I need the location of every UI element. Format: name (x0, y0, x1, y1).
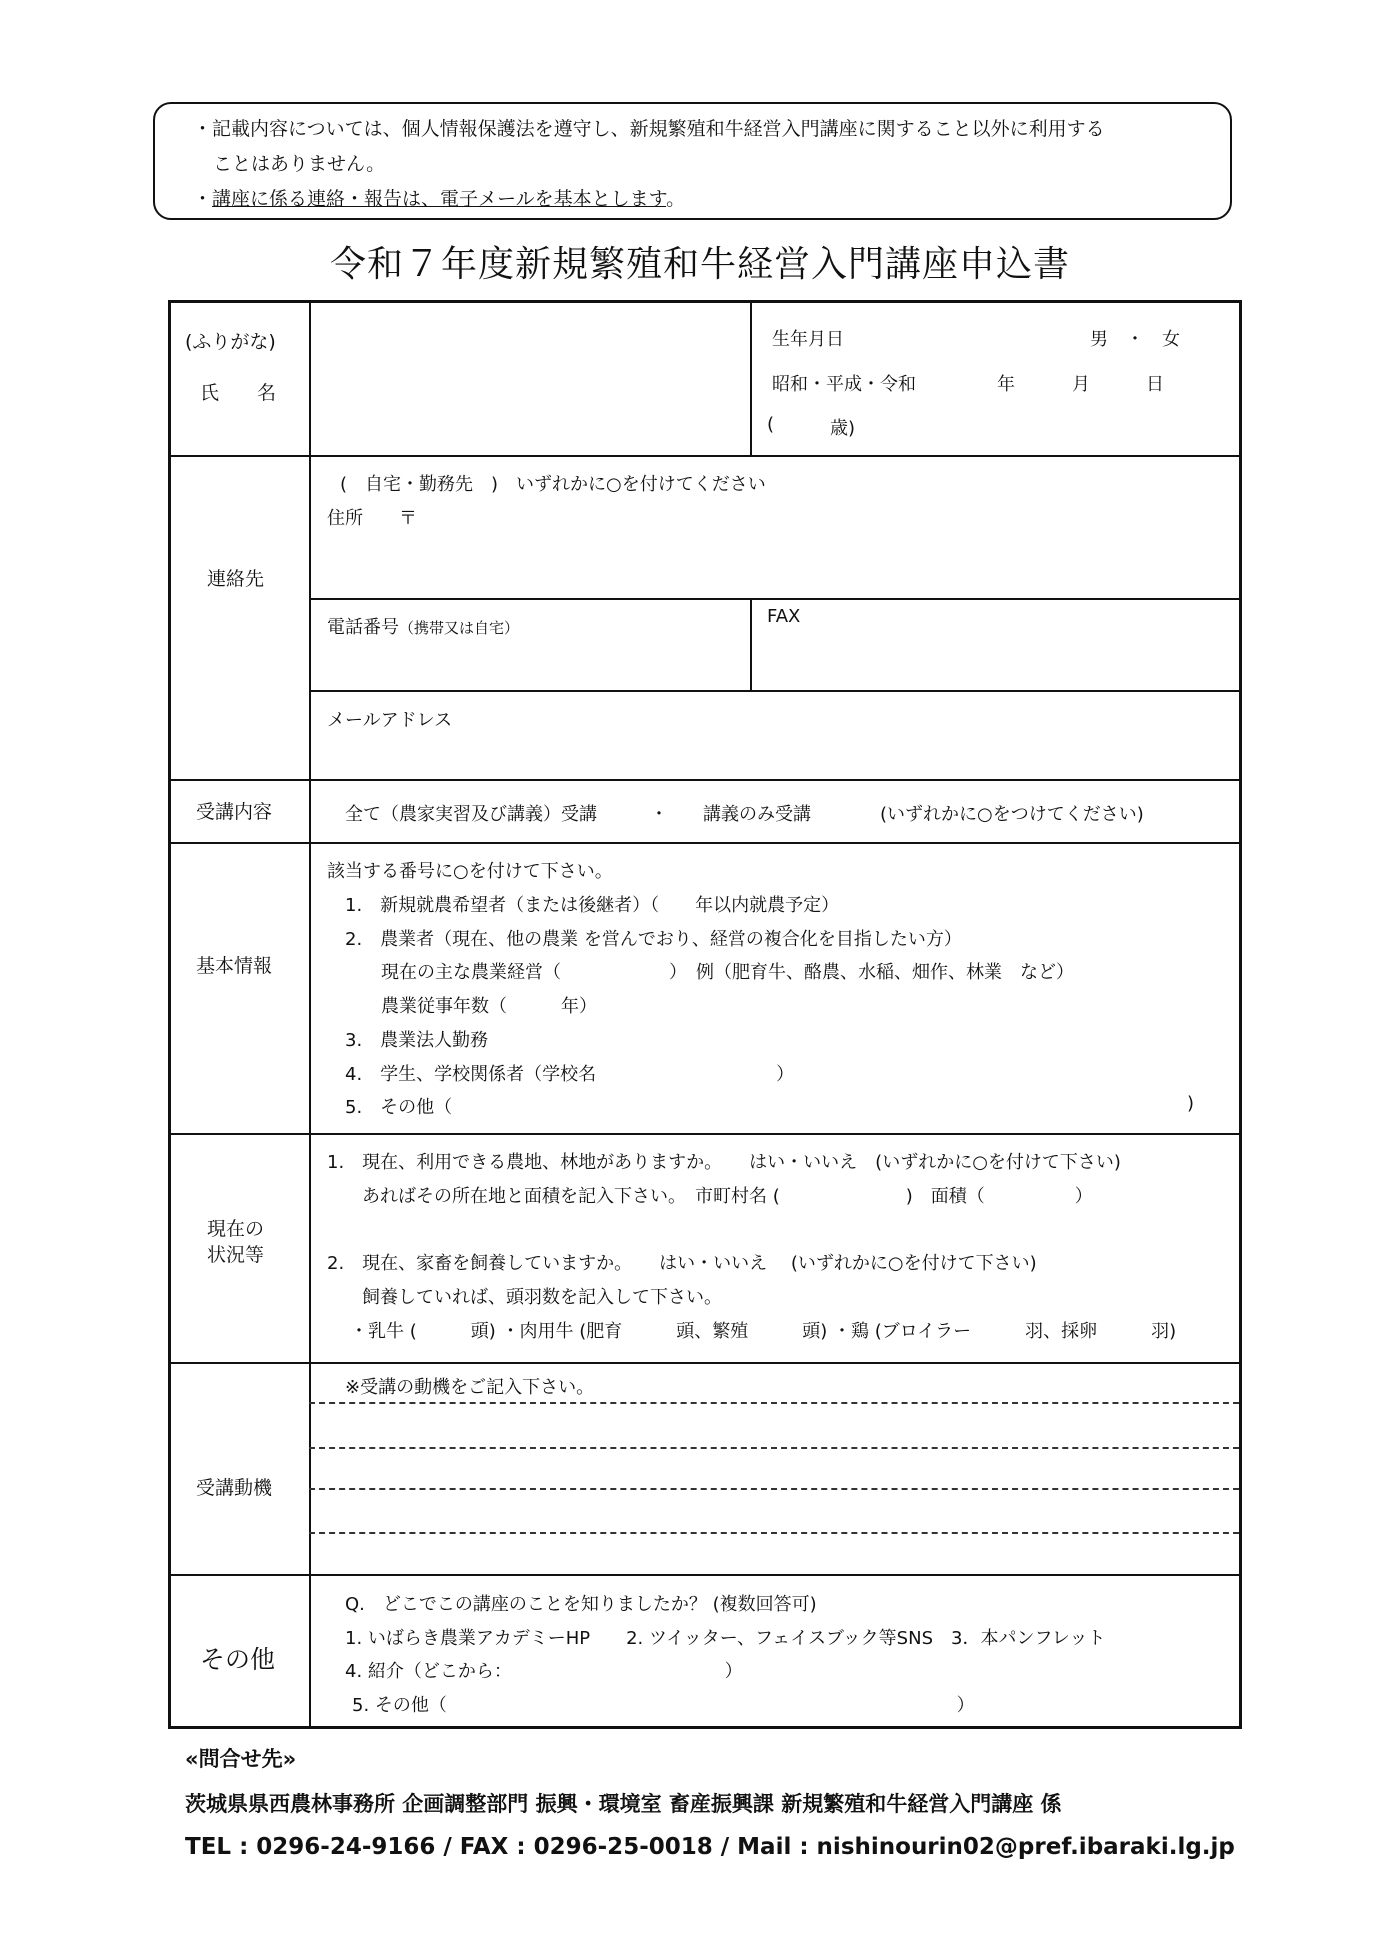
status-label-line1: 現在の (207, 1218, 265, 1240)
address-field[interactable]: 住所 〒 (327, 508, 417, 529)
other-answer-row1[interactable]: 1. いばらき農業アカデミーHP 2. ツイッター、フェイスブック等SNS 3．本パンフレット (345, 1628, 1106, 1649)
row-divider (168, 455, 1242, 457)
phone-field[interactable]: 電話番号（携帯又は自宅） (327, 617, 520, 638)
privacy-notice-box (153, 102, 1232, 220)
course-separator: ・ (650, 804, 668, 825)
status-q2-detail[interactable]: ・乳牛 ( 頭) ・肉用牛 (肥育 頭、繁殖 頭) ・鶏 (ブロイラー 羽、採卵 羽) (350, 1321, 1177, 1342)
email-field[interactable]: メールアドレス (327, 710, 453, 731)
row-divider (168, 842, 1242, 844)
basic-item[interactable]: 5. その他（ (345, 1097, 453, 1118)
motive-write-line[interactable] (309, 1488, 1239, 1490)
birthdate-label: 生年月日 (772, 329, 844, 350)
label-column-divider (309, 300, 311, 1729)
age-unit: 歳) (830, 418, 856, 439)
other-answer-row2[interactable]: 4. 紹介（どこから： ） (345, 1661, 743, 1682)
course-option-lecture[interactable]: 講義のみ受講 (703, 804, 811, 825)
row-divider (168, 779, 1242, 781)
tel-fax-mail: TEL : 0296-24-9166 / FAX : 0296-25-0018 / Mail : nishinourin02@pref.ibaraki.lg.jp (185, 1834, 1235, 1860)
year-unit: 年 (997, 374, 1015, 395)
status-q1[interactable]: 1. 現在、利用できる農地、林地がありますか。 はい・いいえ (いずれかに○を付けて下さい) (327, 1152, 1121, 1173)
basic-item[interactable]: 2. 農業者（現在、他の農業 を営んでおり、経営の複合化を目指したい方） (345, 929, 962, 950)
furigana-label: (ふりがな) (185, 331, 276, 353)
other-question: Q. どこでこの講座のことを知りましたか？ (複数回答可) (345, 1594, 817, 1615)
basic-item[interactable]: 農業従事年数（ 年） (345, 996, 597, 1017)
basic-other-close: ) (1187, 1093, 1195, 1114)
name-label: 氏 名 (200, 382, 277, 404)
other-label: その他 (200, 1645, 276, 1674)
contact-label: 連絡先 (207, 568, 265, 590)
gender-options[interactable]: 男 ・ 女 (1090, 329, 1180, 350)
name-input-area[interactable] (312, 303, 748, 453)
course-option-all[interactable]: 全て（農家実習及び講義）受講 (345, 804, 597, 825)
notice-line-3: ・講座に係る連絡・報告は、電子メールを基本とします。 (193, 188, 686, 210)
status-q1-sub[interactable]: あればその所在地と面積を記入下さい。 市町村名 ( ) 面積（ ） (362, 1186, 1093, 1207)
notice-line-2: ことはありません。 (213, 153, 386, 175)
fax-field[interactable]: FAX (767, 606, 801, 627)
name-birth-divider (750, 300, 752, 455)
motive-note: ※受講の動機をご記入下さい。 (345, 1377, 595, 1398)
age-open-paren: ( (767, 414, 775, 435)
motive-write-line[interactable] (309, 1402, 1239, 1404)
basic-intro: 該当する番号に○を付けて下さい。 (327, 861, 613, 882)
motive-write-line[interactable] (309, 1447, 1239, 1449)
basic-item[interactable]: 1. 新規就農希望者（または後継者）（ 年以内就農予定） (345, 895, 840, 916)
other-answer-row3[interactable]: 5. その他（ ） (352, 1695, 975, 1716)
status-label-line2: 状況等 (207, 1244, 265, 1266)
course-note: (いずれかに○をつけてください) (880, 804, 1144, 825)
notice-line-1: ・記載内容については、個人情報保護法を遵守し、新規繁殖和牛経営入門講座に関すること以外に利用する (193, 118, 1105, 140)
basic-item[interactable]: 現在の主な農業経営（ ） 例（肥育牛、酪農、水稲、畑作、林業 など） (345, 962, 1074, 983)
course-label: 受講内容 (196, 801, 273, 823)
row-divider (168, 1574, 1242, 1576)
form-title: 令和７年度新規繁殖和牛経営入門講座申込書 (329, 244, 1070, 285)
era-options[interactable]: 昭和・平成・令和 (772, 374, 916, 395)
motive-write-line[interactable] (309, 1532, 1239, 1534)
row-divider (168, 1133, 1242, 1135)
motive-label: 受講動機 (196, 1477, 273, 1499)
home-work-choice[interactable]: ( 自宅・勤務先 ) いずれかに○を付けてください (340, 474, 766, 495)
contact-heading: «問合せ先» (185, 1747, 297, 1771)
status-q2[interactable]: 2. 現在、家畜を飼養していますか。 はい・いいえ (いずれかに○を付けて下さい) (327, 1253, 1037, 1274)
status-q2-sub: 飼養していれば、頭羽数を記入して下さい。 (362, 1287, 722, 1308)
row-divider (309, 690, 1242, 692)
basic-info-label: 基本情報 (196, 955, 273, 977)
basic-item[interactable]: 4. 学生、学校関係者（学校名 ） (345, 1064, 795, 1085)
office-name: 茨城県県西農林事務所 企画調整部門 振興・環境室 畜産振興課 新規繁殖和牛経営入門講座 係 (185, 1792, 1062, 1816)
day-unit: 日 (1146, 374, 1164, 395)
phone-fax-divider (750, 598, 752, 691)
basic-item[interactable]: 3. 農業法人勤務 (345, 1030, 489, 1051)
row-divider (168, 1362, 1242, 1364)
row-divider (309, 598, 1242, 600)
month-unit: 月 (1072, 374, 1090, 395)
